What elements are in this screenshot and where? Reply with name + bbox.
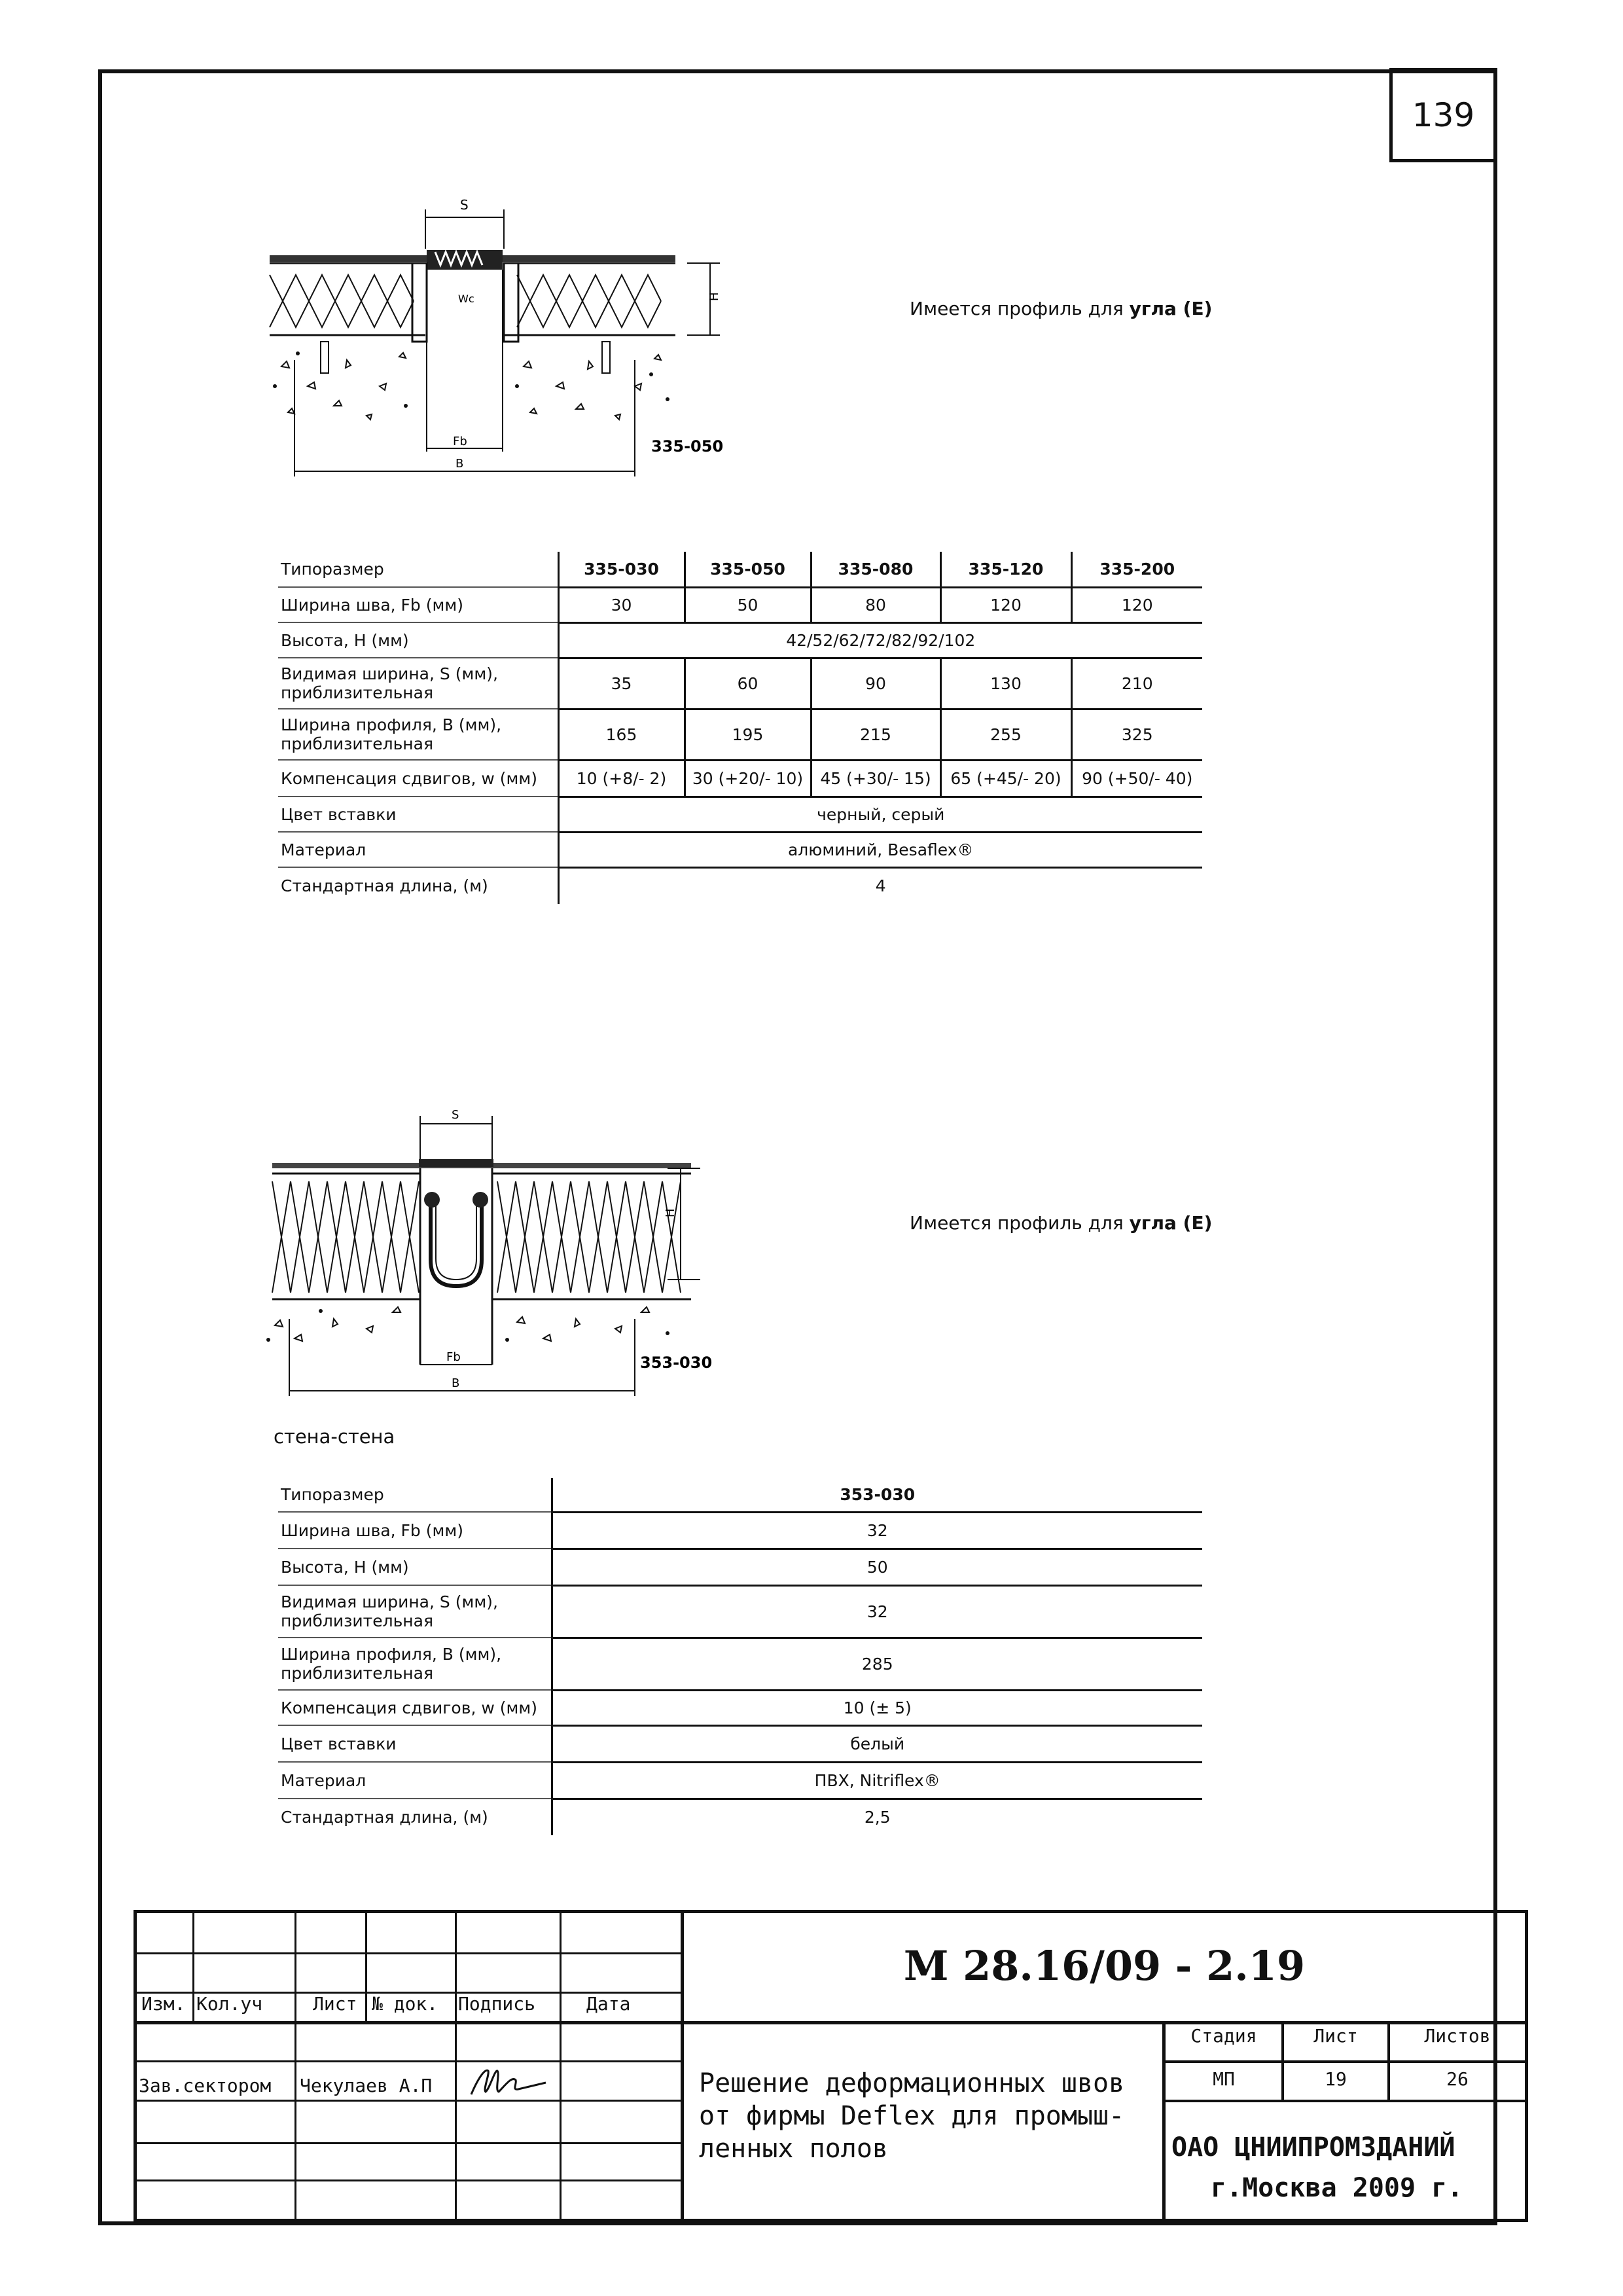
table-row xyxy=(278,658,1202,709)
cell: ПВХ, Nitriflex® xyxy=(552,1762,1202,1799)
note-bold: угла (E) xyxy=(1129,1212,1213,1234)
column-header: 353-030 xyxy=(552,1478,1202,1512)
row-label: Видимая ширина, S (мм), приблизительная xyxy=(278,658,558,709)
table-row xyxy=(278,709,1202,760)
table-row xyxy=(278,1478,1202,1512)
table-row xyxy=(278,587,1202,622)
row-label: Ширина профиля, B (мм), приблизительная xyxy=(278,1638,552,1690)
cell: белый xyxy=(552,1725,1202,1762)
profile-code: 335-050 xyxy=(651,437,724,456)
row-label: Материал xyxy=(278,1762,552,1799)
cell: 32 xyxy=(552,1512,1202,1549)
cell: 325 xyxy=(1071,709,1202,760)
cell: 165 xyxy=(558,709,685,760)
cell: 255 xyxy=(940,709,1071,760)
sheets-header: Листов xyxy=(1424,2025,1491,2047)
dim-b-label: B xyxy=(452,1376,460,1390)
row-label: Компенсация сдвигов, w (мм) xyxy=(278,760,558,797)
note-text: Имеется профиль для xyxy=(910,298,1130,319)
col-header-change: Изм. xyxy=(141,1993,186,2015)
cell-merged: черный, серый xyxy=(558,797,1202,832)
table-row xyxy=(278,1725,1202,1762)
table-row xyxy=(278,832,1202,867)
signature-icon xyxy=(466,2063,551,2100)
table-row xyxy=(278,1585,1202,1638)
table-row xyxy=(278,552,1202,587)
stage-header: Стадия xyxy=(1190,2025,1257,2047)
cell: 90 (+50/- 40) xyxy=(1071,760,1202,797)
cell: 80 xyxy=(811,587,940,622)
cell: 50 xyxy=(685,587,811,622)
table-row xyxy=(278,1799,1202,1835)
col-header-quantity: Кол.уч xyxy=(196,1993,263,2015)
table-row xyxy=(278,1638,1202,1690)
column-header: 335-030 xyxy=(558,552,685,587)
title-line: Решение деформационных швов xyxy=(699,2068,1125,2098)
cell: 32 xyxy=(552,1585,1202,1638)
column-header: 335-120 xyxy=(940,552,1071,587)
col-header-signature: Подпись xyxy=(458,1993,536,2015)
note-text: Имеется профиль для xyxy=(910,1212,1130,1234)
table-row xyxy=(278,1690,1202,1725)
profile-353-drawing xyxy=(249,1103,746,1414)
row-label: Материал xyxy=(278,832,558,867)
table-row xyxy=(278,1762,1202,1799)
column-header: 335-200 xyxy=(1071,552,1202,587)
corner-profile-note-2 xyxy=(910,1212,1212,1234)
cell: 285 xyxy=(552,1638,1202,1690)
row-label: Цвет вставки xyxy=(278,797,558,832)
cell: 45 (+30/- 15) xyxy=(811,760,940,797)
person-text: Чекулаев А.П xyxy=(300,2075,433,2096)
cell: 120 xyxy=(940,587,1071,622)
sheets-value: 26 xyxy=(1446,2068,1469,2090)
dim-fb-label: Fb xyxy=(453,435,467,448)
cell-merged: 42/52/62/72/82/92/102 xyxy=(558,622,1202,658)
organization-name: ОАО ЦНИИПРОМЗДАНИЙ xyxy=(1171,2132,1455,2162)
dim-s-label: S xyxy=(452,1108,459,1122)
column-header: 335-080 xyxy=(811,552,940,587)
spec-table-353 xyxy=(278,1478,1202,1835)
row-label: Видимая ширина, S (мм), приблизительная xyxy=(278,1585,552,1638)
note-bold: угла (E) xyxy=(1129,298,1213,319)
table-header-label: Типоразмер xyxy=(278,552,558,587)
row-label: Высота, H (мм) xyxy=(278,1549,552,1585)
table-row xyxy=(278,867,1202,904)
cell: 10 (± 5) xyxy=(552,1690,1202,1725)
col-header-sheet: Лист xyxy=(313,1993,357,2015)
dim-h-label: H xyxy=(664,1208,677,1217)
table-row xyxy=(278,622,1202,658)
cell: 120 xyxy=(1071,587,1202,622)
dim-wc-label: Wc xyxy=(458,293,474,305)
table-row xyxy=(278,797,1202,832)
cell: 130 xyxy=(940,658,1071,709)
cell: 195 xyxy=(685,709,811,760)
profile-code: 353-030 xyxy=(640,1354,713,1372)
row-label: Компенсация сдвигов, w (мм) xyxy=(278,1690,552,1725)
row-label: Стандартная длина, (м) xyxy=(281,1808,488,1827)
cell: 2,5 xyxy=(552,1799,1202,1835)
dim-h-label: H xyxy=(707,292,721,301)
row-label: Ширина шва, Fb (мм) xyxy=(278,1512,552,1549)
table-row xyxy=(278,1549,1202,1585)
sheet-value: 19 xyxy=(1325,2068,1347,2090)
wall-wall-caption: стена-стена xyxy=(274,1426,395,1448)
dim-fb-label: Fb xyxy=(446,1350,461,1364)
dim-s-label: S xyxy=(460,197,469,213)
cell: 30 xyxy=(558,587,685,622)
profile-335-drawing xyxy=(249,190,746,478)
cell: 210 xyxy=(1071,658,1202,709)
cell: 90 xyxy=(811,658,940,709)
table-header-label: Типоразмер xyxy=(278,1478,552,1512)
row-label: Цвет вставки xyxy=(278,1725,552,1762)
cell-merged: алюминий, Besaflex® xyxy=(558,832,1202,867)
sheet-header: Лист xyxy=(1313,2025,1358,2047)
cell: 60 xyxy=(685,658,811,709)
spec-table-335 xyxy=(278,552,1202,904)
title-line: от фирмы Deflex для промыш- xyxy=(699,2101,1125,2131)
cell: 50 xyxy=(552,1549,1202,1585)
cell: 215 xyxy=(811,709,940,760)
col-header-doc-no: № док. xyxy=(372,1993,438,2015)
row-label: Ширина профиля, B (мм), приблизительная xyxy=(278,709,558,760)
drawing-title xyxy=(699,2067,1124,2165)
row-label: Стандартная длина, (м) xyxy=(281,876,488,895)
cell-merged: 4 xyxy=(558,867,1202,904)
cell: 65 (+45/- 20) xyxy=(940,760,1071,797)
cell: 10 (+8/- 2) xyxy=(558,760,685,797)
table-row xyxy=(278,760,1202,797)
table-row xyxy=(278,1512,1202,1549)
dim-b-label: B xyxy=(455,457,464,471)
corner-profile-note-1 xyxy=(910,298,1212,319)
document-code: М 28.16/09 - 2.19 xyxy=(903,1941,1306,1990)
title-line: ленных полов xyxy=(699,2134,888,2164)
row-label: Высота, H (мм) xyxy=(278,622,558,658)
col-header-date: Дата xyxy=(586,1993,631,2015)
row-label: Ширина шва, Fb (мм) xyxy=(278,587,558,622)
page-number: 139 xyxy=(1389,68,1497,162)
cell: 35 xyxy=(558,658,685,709)
cell: 30 (+20/- 10) xyxy=(685,760,811,797)
column-header: 335-050 xyxy=(685,552,811,587)
role-text: Зав.сектором xyxy=(139,2075,272,2096)
stage-value: МП xyxy=(1213,2068,1235,2090)
city-year: г.Москва 2009 г. xyxy=(1211,2173,1463,2203)
